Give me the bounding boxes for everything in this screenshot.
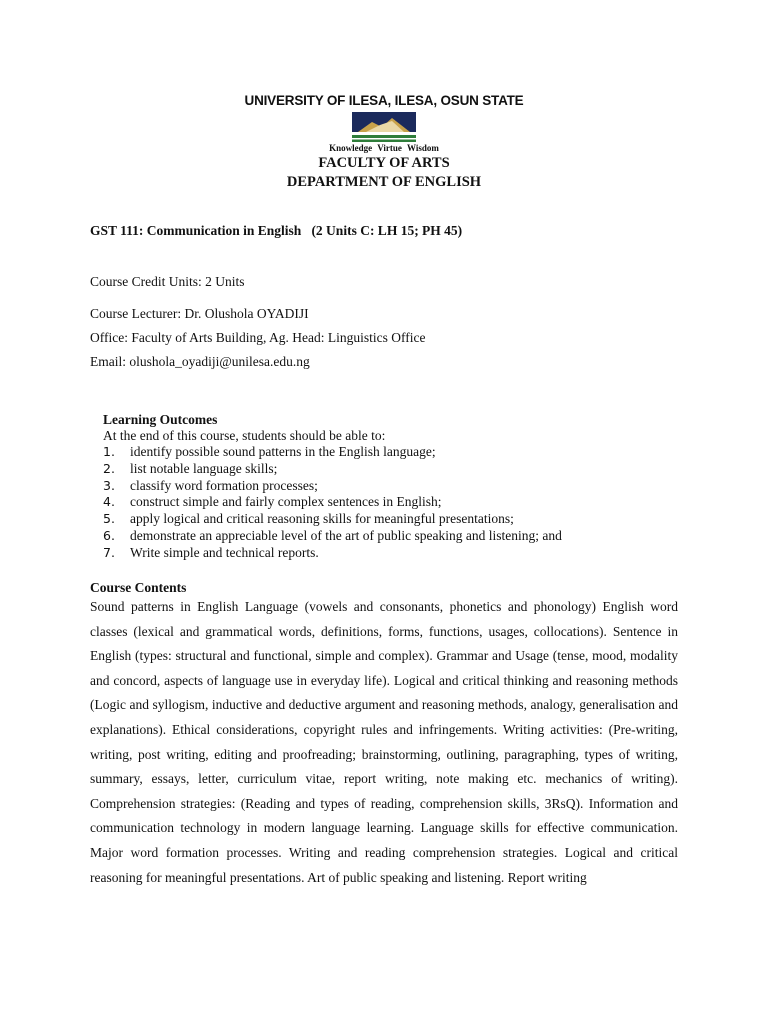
list-item <box>103 528 562 545</box>
list-number: 4. <box>103 494 115 510</box>
university-crest-icon <box>352 112 416 142</box>
course-lecturer: Course Lecturer: Dr. Olushola OYADIJI <box>90 306 309 321</box>
list-item <box>103 511 562 528</box>
learning-outcomes-list <box>103 444 562 562</box>
list-item <box>103 494 562 511</box>
list-item-text: classify word formation processes; <box>130 477 318 493</box>
course-code-title: GST 111: Communication in English (2 Units C: LH 15; PH 45) <box>90 223 463 238</box>
list-number: 1. <box>103 444 115 459</box>
list-item-text: construct simple and fairly complex sentences in English; <box>130 494 442 510</box>
list-item <box>103 461 562 478</box>
list-number: 2. <box>103 460 115 476</box>
list-item <box>103 545 562 562</box>
list-item-text: demonstrate an appreciable level of the art of public speaking and listening; and <box>130 527 562 543</box>
course-credit-units: Course Credit Units: 2 Units <box>90 274 245 289</box>
list-number: 3. <box>103 477 115 493</box>
list-number: 5. <box>103 511 115 527</box>
list-item <box>103 478 562 495</box>
list-number: 7. <box>103 544 115 560</box>
course-email: Email: olushola_oyadiji@unilesa.edu.ng <box>90 354 310 369</box>
list-item <box>103 444 562 461</box>
learning-outcomes-heading: Learning Outcomes <box>103 412 218 427</box>
list-item-text: Write simple and technical reports. <box>130 544 319 560</box>
course-contents-body: Sound patterns in English Language (vowels and consonants, phonetics and phonology) English word classes (lexical and grammatical words, definitions, forms, functions, usages, collocations). Sentence in English (types: structural and functional, simple and complex). Grammar and Usage (tense, mood, modality and concord, aspects of language use in everyday life). Logical and critical thinking and reasoning methods (Logic and syllogism, inductive and deductive argument and reasoning methods, analogy, generalisation and explanations). Ethical considerations, copyright rules and infringements. Writing activities: (Pre-writing, writing, post writing, editing and proofreading; brainstorming, outlining, paragraphing, types of writing, summary, essays, letter, curriculum vitae, report writing, note making etc. mechanics of writing). Comprehension strategies: (Reading and types of reading, comprehension skills, 3RsQ). Information and communication technology in modern language learning. Language skills for effective communication. Major word formation processes. Writing and reading comprehension strategies. Logical and critical reasoning for meaningful presentations. Art of public speaking and listening. Report writing <box>90 599 678 885</box>
list-number: 6. <box>103 527 115 543</box>
faculty-name: FACULTY OF ARTS <box>318 155 450 171</box>
course-office: Office: Faculty of Arts Building, Ag. Head: Linguistics Office <box>90 330 426 345</box>
department-name: DEPARTMENT OF ENGLISH <box>286 174 482 190</box>
list-item-text: identify possible sound patterns in the English language; <box>130 444 436 459</box>
list-item-text: list notable language skills; <box>130 460 278 476</box>
learning-outcomes-intro: At the end of this course, students should be able to: <box>103 428 386 443</box>
course-contents-heading: Course Contents <box>90 580 187 595</box>
university-name: UNIVERSITY OF ILESA, ILESA, OSUN STATE <box>244 93 524 108</box>
learning-outcomes-section <box>103 412 562 562</box>
university-motto: Knowledge Virtue Wisdom <box>329 143 439 153</box>
list-item-text: apply logical and critical reasoning skills for meaningful presentations; <box>130 511 514 527</box>
